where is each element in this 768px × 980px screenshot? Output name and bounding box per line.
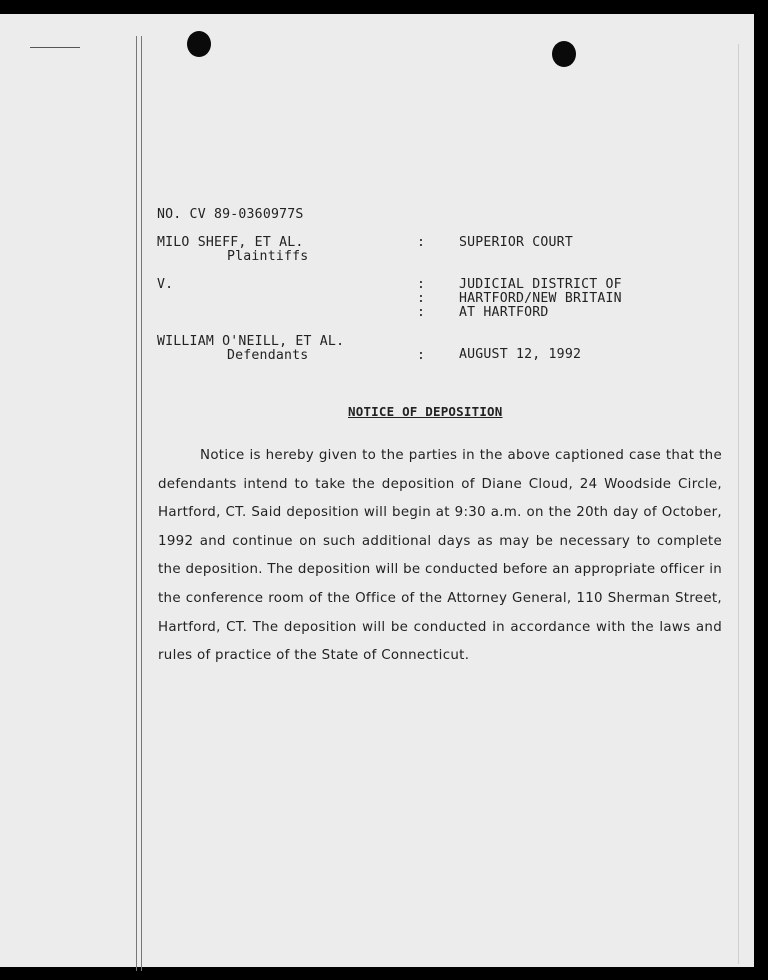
left-margin-rule-inner [141,36,142,971]
left-margin-rule [136,36,137,971]
plaintiff-name: MILO SHEFF, ET AL. [157,235,304,250]
district-line: AT HARTFORD [459,305,549,320]
right-page-edge [738,44,739,964]
caption-separator: : [417,235,426,250]
punch-hole-right [552,41,576,67]
defendant-role: Defendants [227,348,309,363]
versus-label: V. [157,277,174,292]
scan-mark [30,47,80,48]
notice-paragraph: Notice is hereby given to the parties in the above captioned case that the defendants intend to take the deposition of Diane Cloud, 24 Woodside Circle, Hartford, CT. Said deposition will begin at 9:30 a.m. on the 20th day of October, 1992 and continue on such additional days as may be necessary to complete the deposition. The deposition will be conducted before an appropriate officer in the conference room of the Office of the Attorney General, 110 Sherman Street, Hartford, CT. The deposition will be conducted in accordance with the laws and rules of practice of the State of Connecticut. [158,448,722,664]
plaintiff-role: Plaintiffs [227,249,309,264]
notice-body [158,442,722,671]
caption-separator: : [417,348,426,363]
case-number: NO. CV 89-0360977S [157,207,304,222]
court-name: SUPERIOR COURT [459,235,573,250]
document-page [0,14,754,967]
filing-date: AUGUST 12, 1992 [459,347,582,362]
defendant-name: WILLIAM O'NEILL, ET AL. [157,334,345,349]
punch-hole-left [187,31,211,57]
caption-separator: : [417,305,426,320]
notice-title: NOTICE OF DEPOSITION [348,404,503,419]
caption-separator: : [417,277,426,292]
caption-separator: : [417,291,426,306]
district-line: JUDICIAL DISTRICT OF [459,277,622,292]
district-line: HARTFORD/NEW BRITAIN [459,291,622,306]
